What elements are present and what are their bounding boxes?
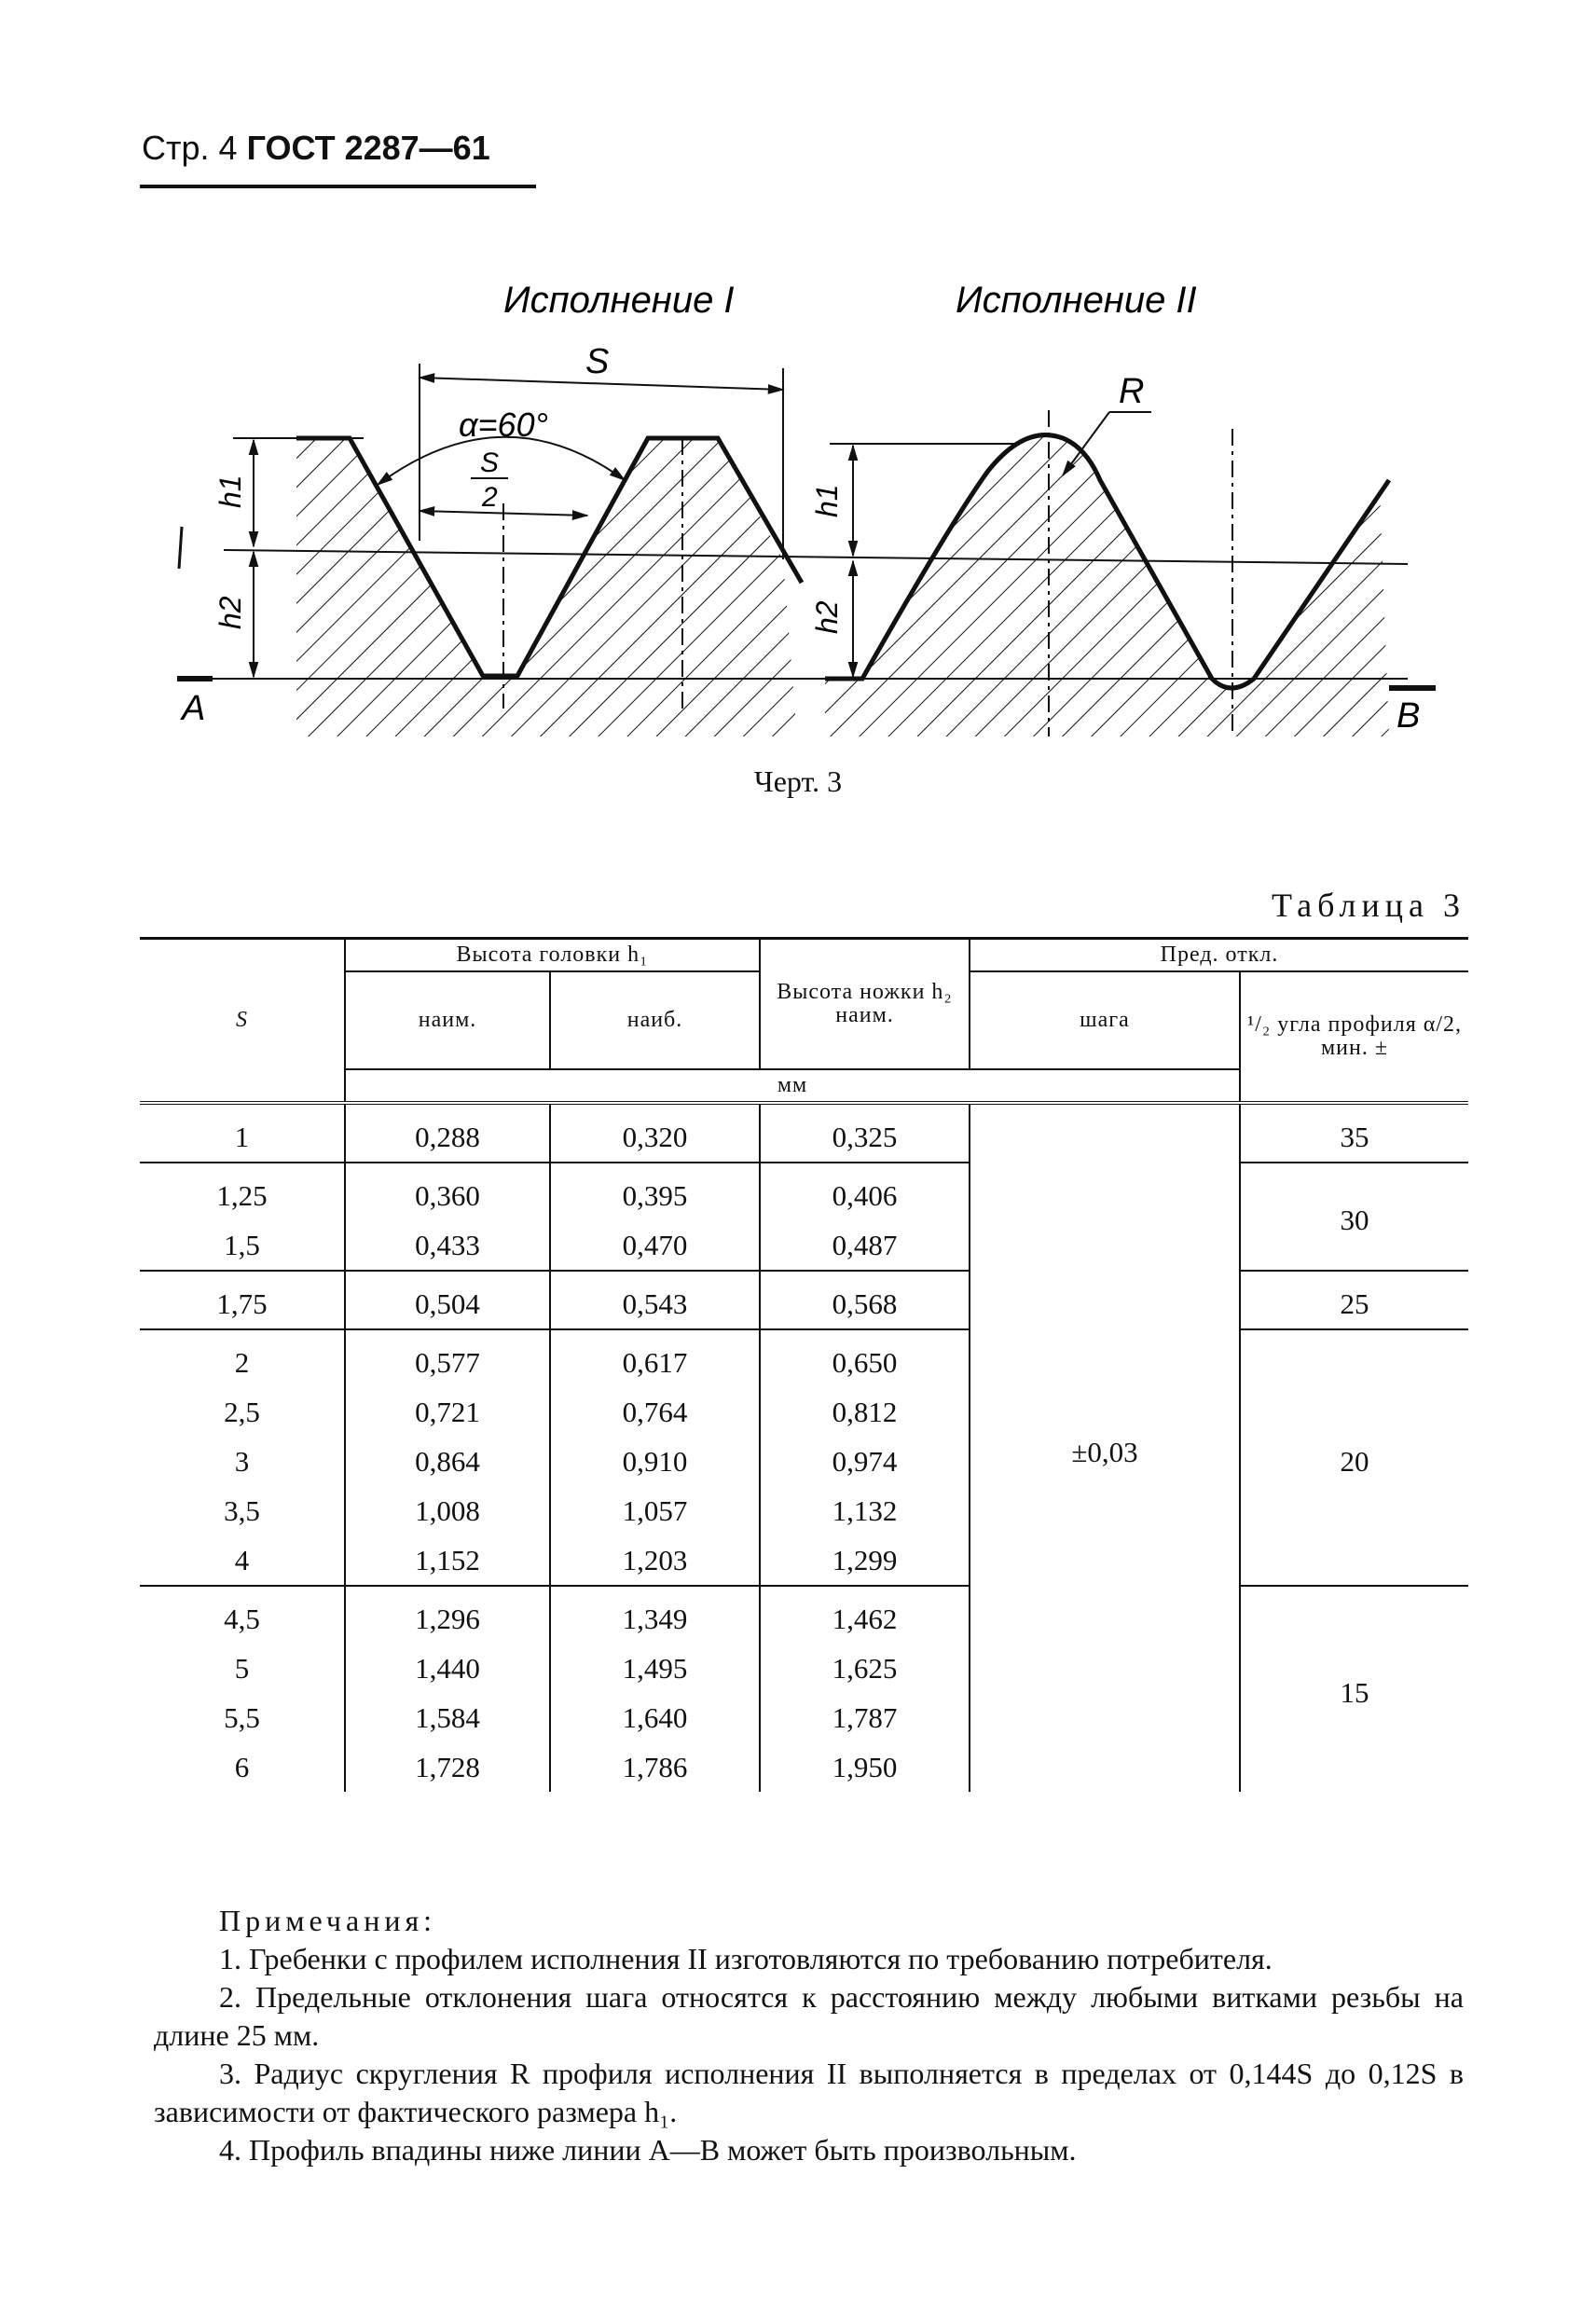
cell-s: 4,5	[140, 1586, 345, 1644]
cell-h1-min: 1,296	[345, 1586, 550, 1644]
cell-h2-min: 0,487	[760, 1220, 970, 1271]
variant-1-label: Исполнение I	[503, 280, 735, 321]
cell-h1-min: 0,864	[345, 1437, 550, 1486]
label-s2-den: 2	[482, 482, 498, 513]
cell-h2-min: 1,462	[760, 1586, 970, 1644]
label-b: B	[1396, 696, 1421, 736]
cell-h2-min: 1,625	[760, 1644, 970, 1693]
cell-h1-min: 1,008	[345, 1486, 550, 1535]
page-number: Стр. 4	[142, 129, 238, 167]
cell-h1-max: 0,617	[550, 1329, 760, 1387]
header-max: наиб.	[550, 971, 760, 1069]
cell-h2-min: 0,325	[760, 1103, 970, 1163]
label-alpha: α=60°	[459, 406, 548, 444]
cell-s: 1,25	[140, 1163, 345, 1220]
cell-h1-min: 0,721	[345, 1387, 550, 1437]
header-pitch: шага	[970, 971, 1240, 1069]
cell-h2-min: 0,812	[760, 1387, 970, 1437]
header-half-angle: ¹/₂ угла профиля α/2, мин. ±	[1240, 971, 1468, 1103]
header-s: S	[140, 939, 345, 1104]
cell-pitch-tolerance: ±0,03	[970, 1103, 1240, 1792]
cell-half-angle: 15	[1340, 1676, 1369, 1710]
note-2: 2. Предельные отклонения шага относятся к расстоянию между любыми витками резьбы на длине 25 мм.	[154, 1980, 1464, 2052]
header-unit: мм	[345, 1069, 1240, 1103]
header-tolerances: Пред. откл.	[1160, 943, 1279, 967]
cell-half-angle: 25	[1240, 1271, 1468, 1329]
label-a: A	[182, 689, 206, 728]
cell-half-angle: 30	[1240, 1163, 1468, 1271]
cell-s: 1	[140, 1103, 345, 1163]
cell-h1-max: 1,057	[550, 1486, 760, 1535]
label-s2-num: S	[480, 447, 500, 478]
cell-h1-max: 0,543	[550, 1271, 760, 1329]
header-head-height: Высота головки h₁	[345, 939, 760, 972]
cell-s: 1,5	[140, 1220, 345, 1271]
cell-s: 3,5	[140, 1486, 345, 1535]
table-row	[140, 1103, 1468, 1163]
table-body	[140, 1103, 1468, 1792]
cell-s: 1,75	[140, 1271, 345, 1329]
note-1: 1. Гребенки с профилем исполнения II изготовляются по требованию потребителя.	[219, 1942, 1273, 1975]
cell-h1-max: 0,395	[550, 1163, 760, 1220]
label-h2-2: h2	[810, 600, 844, 634]
table-row	[140, 1271, 1468, 1329]
table-title: Таблица 3	[1272, 887, 1465, 924]
header-foot-height: Высота ножки h₂ наим.	[760, 939, 970, 1070]
cell-s: 6	[140, 1742, 345, 1792]
variant-2-label: Исполнение II	[956, 280, 1197, 321]
label-h1-1: h1	[213, 475, 247, 508]
cell-half-angle: 20	[1240, 1329, 1468, 1586]
cell-s: 5,5	[140, 1693, 345, 1742]
cell-h1-min: 1,440	[345, 1644, 550, 1693]
label-h2-1: h2	[213, 596, 247, 629]
cell-h1-min: 0,360	[345, 1163, 550, 1220]
cell-h2-min: 0,568	[760, 1271, 970, 1329]
cell-s: 2	[140, 1329, 345, 1387]
label-h1-2: h1	[810, 484, 844, 517]
cell-h1-min: 0,288	[345, 1103, 550, 1163]
cell-h1-min: 1,152	[345, 1535, 550, 1586]
cell-h1-min: 0,504	[345, 1271, 550, 1329]
profile-1-hatch	[296, 438, 797, 736]
cell-h2-min: 0,406	[760, 1163, 970, 1220]
cell-h1-max: 1,349	[550, 1586, 760, 1644]
thread-profile-drawing	[0, 0, 1596, 839]
drawing-caption: Черт. 3	[753, 764, 843, 798]
table-row	[140, 1163, 1468, 1220]
cell-h1-min: 1,728	[345, 1742, 550, 1792]
note-4: 4. Профиль впадины ниже линии A—B может быть произвольным.	[219, 2133, 1077, 2167]
cell-h1-max: 0,764	[550, 1387, 760, 1437]
cell-h1-max: 1,203	[550, 1535, 760, 1586]
table-row	[140, 1329, 1468, 1387]
cell-h1-min: 0,433	[345, 1220, 550, 1271]
table-row	[140, 1586, 1468, 1644]
cell-h1-max: 1,640	[550, 1693, 760, 1742]
note-3: 3. Радиус скругления R профиля исполнения II выполняется в пределах от 0,144S до 0,12S в зависимости от фактического размера h₁.	[154, 2057, 1464, 2128]
cell-h1-min: 1,584	[345, 1693, 550, 1742]
notes	[154, 1902, 1464, 2169]
notes-title: Примечания:	[219, 1904, 437, 1937]
cell-s: 3	[140, 1437, 345, 1486]
label-r: R	[1119, 372, 1145, 411]
profile-2-hatch	[825, 435, 1389, 736]
cell-s: 4	[140, 1535, 345, 1586]
thread-table	[140, 937, 1468, 1792]
cell-h2-min: 1,787	[760, 1693, 970, 1742]
cell-h1-max: 0,910	[550, 1437, 760, 1486]
cell-h2-min: 0,650	[760, 1329, 970, 1387]
cell-h1-min: 0,577	[345, 1329, 550, 1387]
standard-number: ГОСТ 2287—61	[246, 129, 490, 167]
cell-h1-max: 1,786	[550, 1742, 760, 1792]
label-s: S	[585, 342, 610, 381]
cell-h2-min: 1,132	[760, 1486, 970, 1535]
header-min: наим.	[345, 971, 550, 1069]
cell-half-angle: 35	[1240, 1103, 1468, 1163]
cell-s: 2,5	[140, 1387, 345, 1437]
cell-h1-max: 0,470	[550, 1220, 760, 1271]
cell-h1-max: 1,495	[550, 1644, 760, 1693]
cell-h1-max: 0,320	[550, 1103, 760, 1163]
cell-s: 5	[140, 1644, 345, 1693]
cell-h2-min: 0,974	[760, 1437, 970, 1486]
cell-h2-min: 1,299	[760, 1535, 970, 1586]
cell-h2-min: 1,950	[760, 1742, 970, 1792]
